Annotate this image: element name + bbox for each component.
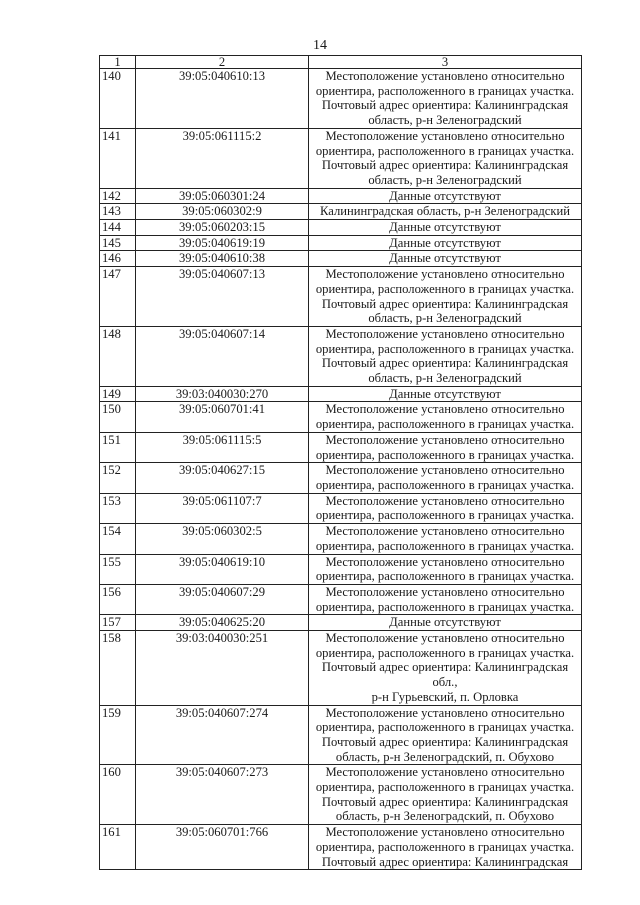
location-line: Почтовый адрес ориентира: Калининградская (321, 356, 569, 371)
cadastral-number: 39:03:040030:270 (136, 386, 309, 402)
location-line: Местоположение установлено относительно (325, 267, 565, 282)
cadastral-number: 39:05:040610:13 (136, 69, 309, 129)
location-line: Данные отсутствуют (389, 188, 501, 203)
table-row (100, 463, 582, 493)
location-line: Местоположение установлено относительно (325, 326, 565, 341)
location-line: Почтовый адрес ориентира: Калининградская (321, 854, 569, 869)
row-number: 148 (100, 326, 136, 386)
location-line: область, р-н Зеленоградский (368, 113, 522, 128)
location-line: ориентира, расположенного в границах участка. (315, 720, 575, 735)
location-line: Почтовый адрес ориентира: Калининградская (321, 794, 569, 809)
column-header-location: 3 (309, 56, 582, 69)
cadastral-number: 39:05:060701:41 (136, 402, 309, 432)
location-description (309, 765, 582, 825)
location-description (309, 584, 582, 614)
table-row (100, 554, 582, 584)
location-line: ориентира, расположенного в границах участка. (315, 143, 575, 158)
location-line: Почтовый адрес ориентира: Калининградская (321, 296, 569, 311)
table-row (100, 128, 582, 188)
table-row (100, 705, 582, 765)
table-row (100, 188, 582, 204)
parcel-table (99, 55, 582, 870)
cadastral-number: 39:03:040030:251 (136, 631, 309, 706)
cadastral-number: 39:05:040619:19 (136, 235, 309, 251)
cadastral-number: 39:05:040625:20 (136, 615, 309, 631)
table-row (100, 493, 582, 523)
cadastral-number: 39:05:040607:273 (136, 765, 309, 825)
location-description (309, 463, 582, 493)
location-line: Почтовый адрес ориентира: Калининградская обл., (321, 660, 569, 690)
location-line: ориентира, расположенного в границах участка. (315, 569, 575, 584)
table-row (100, 220, 582, 236)
row-number: 159 (100, 705, 136, 765)
row-number: 157 (100, 615, 136, 631)
location-line: Местоположение установлено относительно (325, 402, 565, 417)
row-number: 140 (100, 69, 136, 129)
location-line: область, р-н Зеленоградский, п. Обухово (335, 809, 555, 824)
location-line: Почтовый адрес ориентира: Калининградская (321, 734, 569, 749)
table-row (100, 386, 582, 402)
location-line: Местоположение установлено относительно (325, 825, 565, 840)
table-row (100, 825, 582, 870)
location-line: ориентира, расположенного в границах участка. (315, 341, 575, 356)
table-row (100, 69, 582, 129)
location-line: область, р-н Зеленоградский (368, 371, 522, 386)
location-description (309, 825, 582, 870)
location-description (309, 615, 582, 631)
row-number: 153 (100, 493, 136, 523)
location-description (309, 267, 582, 327)
location-line: Местоположение установлено относительно (325, 524, 565, 539)
location-description (309, 326, 582, 386)
location-line: Почтовый адрес ориентира: Калининградская (321, 98, 569, 113)
table-row (100, 432, 582, 462)
table-row (100, 615, 582, 631)
location-line: ориентира, расположенного в границах участка. (315, 538, 575, 553)
location-line: Почтовый адрес ориентира: Калининградская (321, 158, 569, 173)
location-line: Местоположение установлено относительно (325, 493, 565, 508)
cadastral-number: 39:05:061115:2 (136, 128, 309, 188)
location-line: р-н Гурьевский, п. Орловка (371, 689, 519, 704)
row-number: 150 (100, 402, 136, 432)
location-line: Местоположение установлено относительно (325, 554, 565, 569)
location-line: Местоположение установлено относительно (325, 128, 565, 143)
location-line: Калининградская область, р-н Зеленоградский (320, 204, 570, 219)
location-line: ориентира, расположенного в границах участка. (315, 477, 575, 492)
table-row (100, 251, 582, 267)
location-description (309, 554, 582, 584)
cadastral-number: 39:05:060302:9 (136, 204, 309, 220)
cadastral-number: 39:05:040607:14 (136, 326, 309, 386)
location-description (309, 128, 582, 188)
row-number: 158 (100, 631, 136, 706)
table-body (100, 69, 582, 870)
column-header-number: 1 (100, 56, 136, 69)
location-line: ориентира, расположенного в границах участка. (315, 447, 575, 462)
location-description (309, 524, 582, 554)
location-line: Данные отсутствуют (389, 251, 501, 266)
location-description (309, 386, 582, 402)
cadastral-number: 39:05:060302:5 (136, 524, 309, 554)
page-number: 14 (313, 38, 327, 53)
row-number: 154 (100, 524, 136, 554)
cadastral-number: 39:05:060701:766 (136, 825, 309, 870)
location-line: Местоположение установлено относительно (325, 705, 565, 720)
location-line: ориентира, расположенного в границах участка. (315, 417, 575, 432)
cadastral-number: 39:05:061107:7 (136, 493, 309, 523)
location-description (309, 705, 582, 765)
table-row (100, 204, 582, 220)
location-line: Местоположение установлено относительно (325, 631, 565, 646)
location-line: Данные отсутствуют (389, 220, 501, 235)
location-line: ориентира, расположенного в границах участка. (315, 839, 575, 854)
row-number: 161 (100, 825, 136, 870)
cadastral-number: 39:05:040607:29 (136, 584, 309, 614)
location-line: Местоположение установлено относительно (325, 584, 565, 599)
row-number: 156 (100, 584, 136, 614)
location-description (309, 402, 582, 432)
location-line: ориентира, расположенного в границах участка. (315, 645, 575, 660)
row-number: 149 (100, 386, 136, 402)
cadastral-number: 39:05:040619:10 (136, 554, 309, 584)
column-header-cadastral: 2 (136, 56, 309, 69)
table-row (100, 267, 582, 327)
location-description (309, 188, 582, 204)
table-header-row (100, 56, 582, 69)
row-number: 142 (100, 188, 136, 204)
location-line: область, р-н Зеленоградский, п. Обухово (335, 749, 555, 764)
location-line: Данные отсутствуют (389, 386, 501, 401)
location-line: Данные отсутствуют (389, 235, 501, 250)
cadastral-number: 39:05:061115:5 (136, 432, 309, 462)
location-line: область, р-н Зеленоградский (368, 311, 522, 326)
row-number: 151 (100, 432, 136, 462)
cadastral-number: 39:05:040610:38 (136, 251, 309, 267)
location-line: Местоположение установлено относительно (325, 432, 565, 447)
location-line: Местоположение установлено относительно (325, 69, 565, 83)
table-row (100, 631, 582, 706)
location-description (309, 69, 582, 129)
location-line: Местоположение установлено относительно (325, 463, 565, 478)
location-line: ориентира, расположенного в границах участка. (315, 83, 575, 98)
cadastral-number: 39:05:040607:13 (136, 267, 309, 327)
row-number: 152 (100, 463, 136, 493)
location-description (309, 493, 582, 523)
row-number: 146 (100, 251, 136, 267)
location-line: ориентира, расположенного в границах участка. (315, 281, 575, 296)
location-line: область, р-н Зеленоградский (368, 172, 522, 187)
table-row (100, 524, 582, 554)
cadastral-number: 39:05:040627:15 (136, 463, 309, 493)
location-description (309, 235, 582, 251)
row-number: 144 (100, 220, 136, 236)
table-row (100, 584, 582, 614)
row-number: 145 (100, 235, 136, 251)
location-line: ориентира, расположенного в границах участка. (315, 508, 575, 523)
cadastral-number: 39:05:040607:274 (136, 705, 309, 765)
row-number: 147 (100, 267, 136, 327)
location-description (309, 204, 582, 220)
table-row (100, 765, 582, 825)
cadastral-number: 39:05:060301:24 (136, 188, 309, 204)
row-number: 160 (100, 765, 136, 825)
location-description (309, 631, 582, 706)
location-description (309, 251, 582, 267)
location-description (309, 432, 582, 462)
location-line: ориентира, расположенного в границах участка. (315, 599, 575, 614)
cadastral-number: 39:05:060203:15 (136, 220, 309, 236)
location-line: Данные отсутствуют (389, 615, 501, 630)
table-row (100, 235, 582, 251)
table-row (100, 402, 582, 432)
location-description (309, 220, 582, 236)
row-number: 143 (100, 204, 136, 220)
location-line: Местоположение установлено относительно (325, 765, 565, 780)
location-line: ориентира, расположенного в границах участка. (315, 780, 575, 795)
table-row (100, 326, 582, 386)
row-number: 141 (100, 128, 136, 188)
row-number: 155 (100, 554, 136, 584)
